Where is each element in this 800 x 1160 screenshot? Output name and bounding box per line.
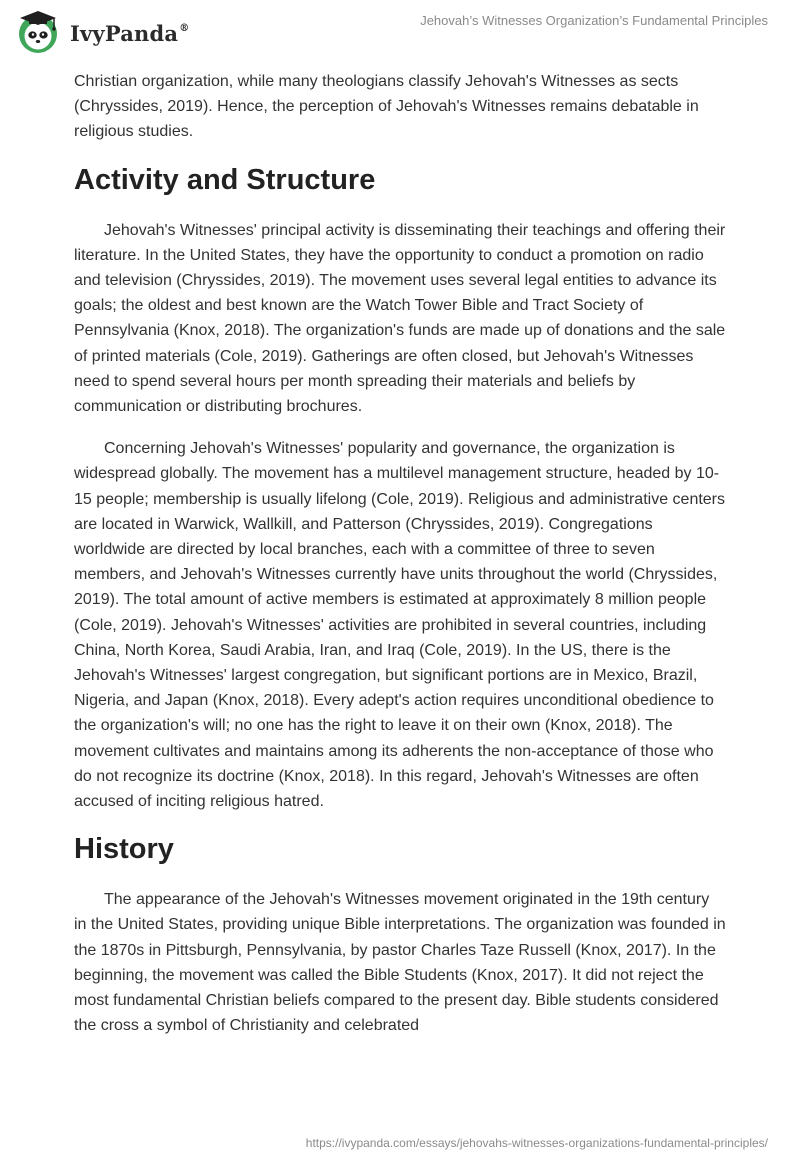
- brand-name: IvyPanda®: [70, 20, 190, 46]
- document-title: Jehovah’s Witnesses Organization’s Fundamental Principles: [420, 13, 768, 28]
- source-url[interactable]: https://ivypanda.com/essays/jehovahs-witnesses-organizations-fundamental-principles/: [305, 1136, 768, 1150]
- section-heading-history: History: [74, 833, 174, 866]
- essay-content: [74, 69, 726, 1056]
- paragraph: Concerning Jehovah's Witnesses' popularity and governance, the organization is widespread globally. The movement has a multilevel management structure, headed by 10-15 people; membership is usually lifelong (Cole, 2019). Religious and administrative centers are located in Warwick, Wallkill, and Patterson (Chryssides, 2019). Congregations worldwide are directed by local branches, each with a committee of three to seven members, and Jehovah's Witnesses currently have units throughout the world (Chryssides, 2019). The total amount of active members is estimated at approximately 8 million people (Cole, 2019). Jehovah's Witnesses' activities are prohibited in several countries, including China, North Korea, Saudi Arabia, Iran, and Iraq (Cole, 2019). In the US, there is the Jehovah's Witnesses' largest congregation, but significant portions are in Mexico, Brazil, Nigeria, and Japan (Knox, 2018). Every adept's action requires unconditional obedience to the organization's will; no one has the right to leave it on their own (Knox, 2018). The movement cultivates and maintains among its adherents the non-acceptance of those who do not recognize its doctrine (Knox, 2018). In this regard, Jehovah's Witnesses are often accused of inciting religious hatred.: [74, 440, 726, 811]
- page-header: [0, 0, 800, 64]
- paragraph: The appearance of the Jehovah's Witnesses movement originated in the 19th century in the United States, providing unique Bible interpretations. The organization was founded in the 1870s in Pittsburgh, Pennsylvania, by pastor Charles Taze Russell (Knox, 2017). In the beginning, the movement was called the Bible Students (Knox, 2017). It did not reject the most fundamental Christian beliefs compared to the present day. Bible students considered the cross a symbol of Christianity and celebrated: [74, 891, 726, 1035]
- paragraph: Jehovah's Witnesses' principal activity is disseminating their teachings and offering their literature. In the United States, they have the opportunity to conduct a promotion on radio and television (Chryssides, 2019). The movement uses several legal entities to advance its goals; the oldest and best known are the Watch Tower Bible and Tract Society of Pennsylvania (Knox, 2018). The organization's funds are made up of donations and the sale of printed materials (Cole, 2019). Gatherings are often closed, but Jehovah's Witnesses need to spend several hours per month spreading their materials and beliefs by communication or distributing brochures.: [74, 221, 726, 416]
- brand-logo[interactable]: [14, 8, 189, 56]
- section-heading-activity-structure: Activity and Structure: [74, 163, 376, 196]
- registered-mark: ®: [179, 22, 190, 34]
- intro-paragraph: Christian organization, while many theologians classify Jehovah's Witnesses as sects (Chryssides, 2019). Hence, the perception of Jehovah's Witnesses remains debatable in religious studies.: [74, 73, 699, 141]
- panda-logo-icon: [14, 8, 62, 56]
